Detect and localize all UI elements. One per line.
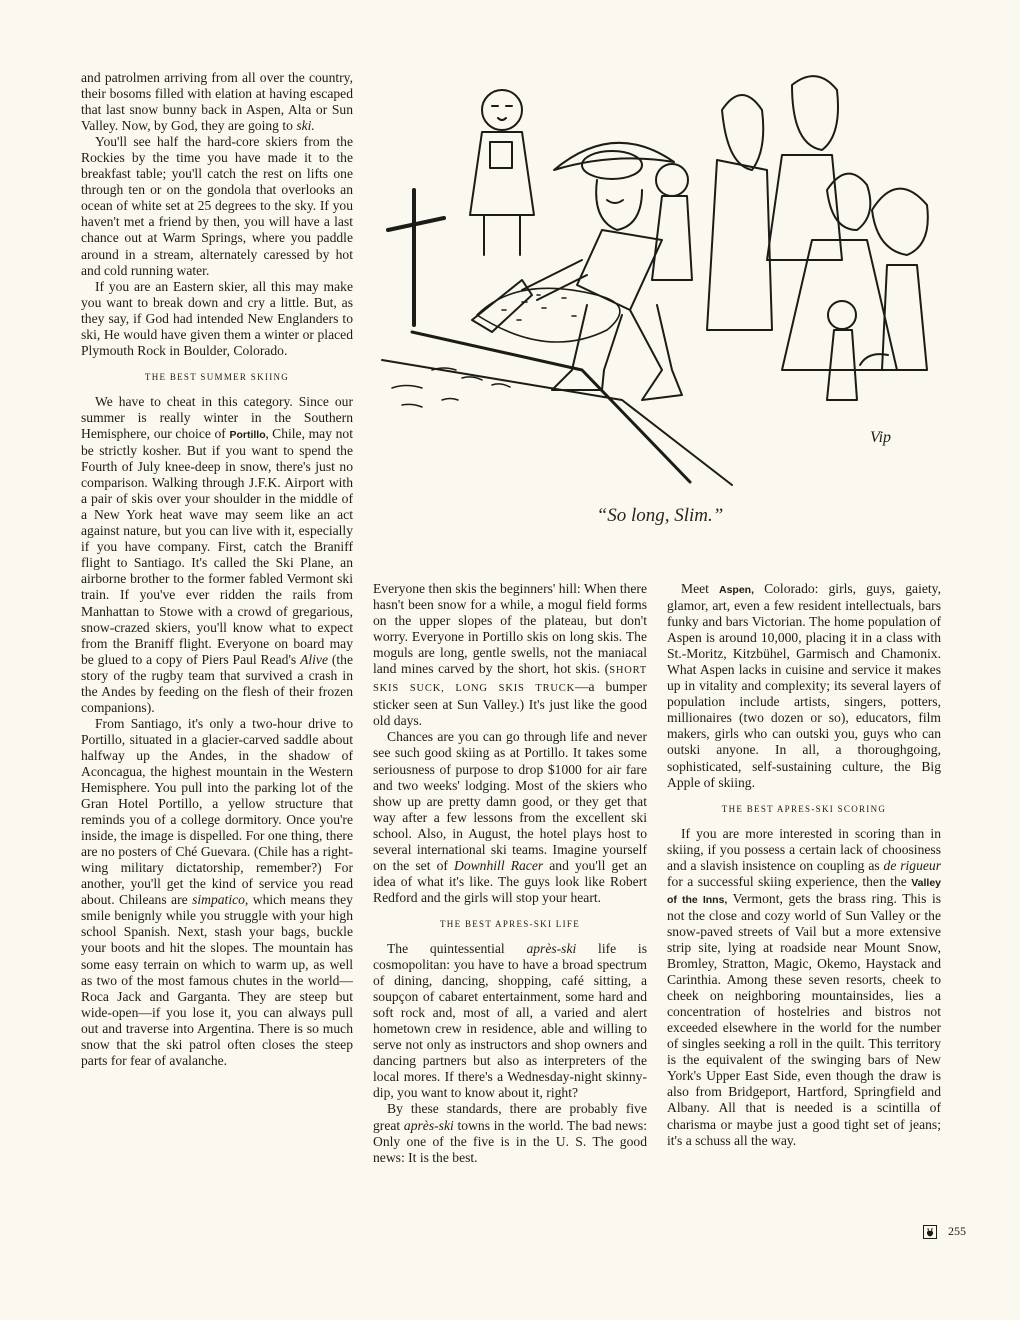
emphasis: après-ski — [403, 1117, 454, 1133]
place-name: Portillo, — [229, 428, 269, 441]
paragraph: Meet Aspen, Colorado: girls, guys, gaiety, glamor, art, even a few resident intellectuals, bars funky and bars Victorian. The home population of Aspen is around 10,000, placing it in a class with St.-Moritz, Kitzbühel, Garmisch and Chamonix. What Aspen lacks in cuisine and service it makes up in vitality and complexity; its several layers of population include artists, singers, potters, millionaires (two dozen or so), educators, film makers, girls who can outski you, guys who can outski anyone. In all, a thoroughgoing, sophisticated, self-sustaining culture, the Big Apple of skiing. — [667, 581, 941, 790]
page-number: 255 — [948, 1224, 966, 1238]
section-heading-summer-skiing: THE BEST SUMMER SKIING — [144, 371, 290, 382]
book-title: Alive — [300, 651, 328, 667]
emphasis: simpatico, — [192, 892, 249, 908]
paragraph: The quintessential après-ski life is cosmopolitan: you have to have a broad spectrum of dining, dancing, shopping, café sitting, a soupçon of cabaret entertainment, some hard and soft rock and, most of all, a varied and alert hometown crew in residence, able and willing to serve not only as instructors and shop owners and dancing partners but also as interpreters of the local mores. If there's a Wednesday-night skinny-dip, you want to know about it, right? — [373, 940, 648, 1101]
film-title: Downhill Racer — [454, 857, 544, 873]
paragraph: You'll see half the hard-core skiers from the Rockies by the time you have made it to the breakfast table; you'll catch the rest on lifts one through ten or on the gondola that overlooks an ocean of white set at 25 degrees to the sky. If you haven't met a friend by then, you will have a last chance out at Warm Springs, where you paddle around in a stream, alternately caressed by hot and cold running water. — [81, 134, 353, 278]
paragraph: Chances are you can go through life and never see such good skiing as at Portillo. It takes some seriousness of purpose to drop $1000 for air fare and two weeks' lodging. Most of the skiers who show up are pretty damn good, or they get that way after a few lessons from the excellent ski school. Also, in August, the hotel plays host to several international ski teams. Imagine yourself on the set of Downhill Racer and you'll get an idea of what it's like. The guys look like Robert Redford and the girls will stop your heart. — [373, 729, 647, 905]
emphasis: après-ski — [526, 940, 577, 956]
text-column-left — [81, 70, 353, 1069]
paragraph: From Santiago, it's only a two-hour drive to Portillo, situated in a glacier-carved saddle about halfway up the Andes, in the shadow of Aconcagua, the highest mountain in the Western Hemisphere. You pull into the parking lot of the Gran Hotel Portillo, a yellow structure that reminds you of a college dormitory. Once you're inside, the image is dispelled. For one thing, there are no posters of Ché Guevara. (Chile has a right-wing military dictatorship, remember?) For another, you'll get the kind of service you read about. Chileans are simpatico, which means they smile benignly while you struggle with your high school Spanish. Next, stash your bags, buckle your boots and hit the slopes. The mountain has some easy terrain on which to warm up, as well as two of the most famous chutes in the world—Roca Jack and Garganta. They are steep but wide-open—if you lose it, you can always pull out and traverse into Argentina. There is so much snow that the ski patrol often closes the steep parts for fear of avalanche. — [81, 715, 353, 1068]
cartoon-illustration — [372, 70, 947, 490]
cartoon-caption: “So long, Slim.” — [596, 505, 724, 526]
paragraph: If you are an Eastern skier, all this may make you want to break down and cry a little. But, as they say, if God had intended New Englanders to ski, He would have given them a winter or placed Plymouth Rock in Boulder, Colorado. — [81, 278, 353, 358]
place-name: Aspen, — [719, 584, 755, 596]
bumper-sticker-text: SHORT SKIS SUCK, LONG SKIS TRUCK — [373, 665, 647, 695]
paragraph: We have to cheat in this category. Since our summer is really winter in the Southern Hemisphere, our choice of Portillo, Chile, may not be strictly kosher. But if you want to spend the Fourth of July knee-deep in snow, there's just no comparison. Walking through J.F.K. Airport with a pair of skis over your shoulder in the middle of a New York heat wave may seem like an act against nature, but you can live with it, especially if you have company. First, catch the Braniff flight to Santiago. It's called the Ski Plane, an airborne brother to the former fabled Vermont ski train. If you've ever ridden the rails from Manhattan to Stowe with a crowd of gregarious, snow-crazed skiers, you'll know what to expect from the Braniff flight. Everyone on board may be glued to a copy of Piers Paul Read's Alive (the story of the rugby team that survived a crash in the Andes by feeding on the flesh of their frozen companions). — [81, 393, 353, 715]
paragraph: By these standards, there are probably five great après-ski towns in the world. The bad news: Only one of the five is in the U. S. The good news: It is the best. — [373, 1101, 647, 1165]
paragraph: If you are more interested in scoring than in skiing, if you possess a certain lack of choosiness and a slavish insistence on coupling as de rigueur for a successful skiing experience, then the Valley of the Inns, Vermont, gets the brass ring. This is not the close and cozy world of Sun Valley or the snow-paved streets of Vail but a more extensive strip site, lying at roadside near Mount Snow, Bromley, Stratton, Magic, Okemo, Haystack and Carinthia. Among these seven resorts, cheek to cheek on neighboring mountainsides, lies a concentration of hostelries and bistros not exceeded elsewhere in the world for the number of singles seeking a roll in the quilt. This territory is the equivalent of the swinging bars of New York's Upper East Side, even though the draw is also from Bridgeport, Hartford, Springfield and Albany. All that is needed is a scintilla of charisma or maybe just a good tight set of jeans; it's a schuss all the way. — [667, 825, 942, 1148]
text-column-right — [667, 581, 941, 1149]
section-heading-apres-ski-life: THE BEST APRES-SKI LIFE — [440, 918, 580, 929]
emphasis: ski. — [296, 118, 315, 134]
playboy-bunny-icon — [923, 1225, 937, 1239]
emphasis: de rigueur — [883, 857, 942, 873]
section-heading-apres-ski-scoring: THE BEST APRES-SKI SCORING — [721, 803, 887, 814]
place-name: Valley of the Inns, — [667, 876, 941, 906]
artist-signature: Vip — [870, 429, 892, 446]
paragraph: Everyone then skis the beginners' hill: When there hasn't been snow for a while, a mogul field forms on the upper slopes of the plateau, but don't worry. Everyone in Portillo skis on long skis. The moguls are long, gentle swells, not the maniacal land mines carved by the short, hot skis. (SHORT SKIS SUCK, LONG SKIS TRUCK—a bumper sticker seen at Sun Valley.) It's just like the good old days. — [373, 581, 647, 729]
text-column-middle — [373, 581, 647, 1166]
paragraph: and patrolmen arriving from all over the country, their bosoms filled with elation at having escaped that last snow bunny back in Aspen, Alta or Sun Valley. Now, by God, they are going to ski. — [81, 70, 353, 134]
